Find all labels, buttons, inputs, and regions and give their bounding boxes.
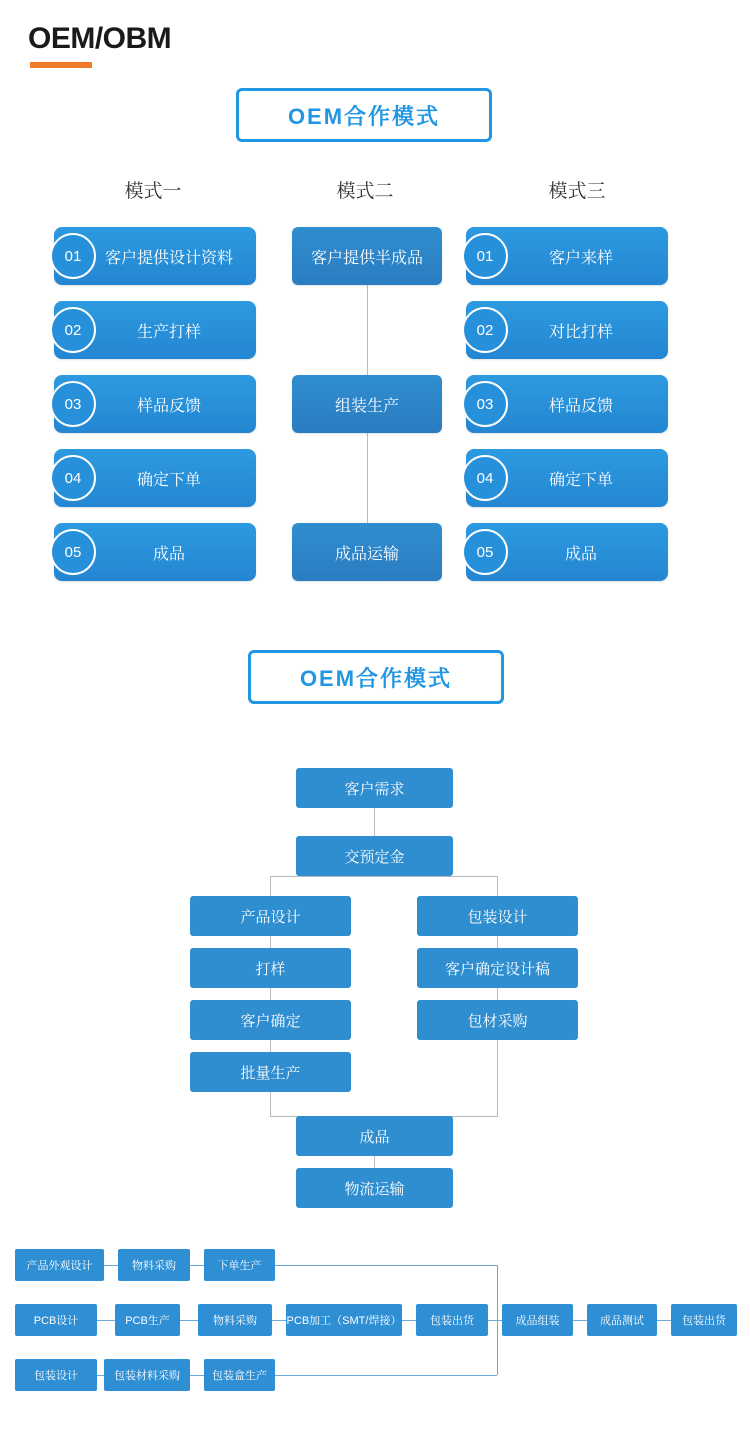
mode3-step-4 bbox=[466, 449, 668, 507]
connector-r2-c bbox=[272, 1320, 286, 1321]
connector-r2-d bbox=[402, 1320, 416, 1321]
mode1-step-3 bbox=[54, 375, 256, 433]
step-number-badge: 02 bbox=[50, 307, 96, 353]
connector-mode2-1 bbox=[367, 285, 368, 375]
connector-r2-a bbox=[97, 1320, 115, 1321]
flow-finished-product: 成品 bbox=[296, 1116, 453, 1156]
mode3-step-1 bbox=[466, 227, 668, 285]
page-title: OEM/OBM bbox=[28, 22, 172, 55]
connector-split-left bbox=[270, 876, 271, 896]
step-number-badge: 03 bbox=[462, 381, 508, 427]
s3-r3-package-box-production: 包装盒生产 bbox=[204, 1359, 275, 1391]
connector-r3-to-bus bbox=[275, 1375, 497, 1376]
flow-customer-confirm: 客户确定 bbox=[190, 1000, 351, 1040]
step-label: 客户提供设计资料 bbox=[104, 249, 233, 267]
connector-left-2 bbox=[270, 988, 271, 1000]
column-header-mode-2: 模式二 bbox=[336, 181, 394, 202]
connector-r2-f bbox=[573, 1320, 587, 1321]
column-header-mode-1: 模式一 bbox=[124, 181, 182, 202]
connector-right-3 bbox=[497, 1040, 498, 1116]
connector-r1-b bbox=[190, 1265, 204, 1266]
flow-product-design: 产品设计 bbox=[190, 896, 351, 936]
s3-r1-appearance-design: 产品外观设计 bbox=[15, 1249, 104, 1281]
title-underline-accent bbox=[30, 62, 92, 68]
connector-vertical-bus bbox=[497, 1265, 498, 1375]
step-number-badge: 04 bbox=[50, 455, 96, 501]
flow-deposit: 交预定金 bbox=[296, 836, 453, 876]
step-label: 确定下单 bbox=[548, 471, 613, 489]
connector-right-2 bbox=[497, 988, 498, 1000]
step-label: 对比打样 bbox=[548, 323, 613, 341]
step-number-badge: 01 bbox=[50, 233, 96, 279]
connector-split-right bbox=[497, 876, 498, 896]
mode1-step-4 bbox=[54, 449, 256, 507]
s3-r2-assembly: 成品组装 bbox=[502, 1304, 573, 1336]
s3-r2-final-shipment: 包装出货 bbox=[671, 1304, 737, 1336]
step-number-badge: 05 bbox=[462, 529, 508, 575]
flow-design-approval: 客户确定设计稿 bbox=[417, 948, 578, 988]
s3-r2-pcb-processing: PCB加工（SMT/焊接） bbox=[286, 1304, 402, 1336]
step-label: 样品反馈 bbox=[136, 397, 201, 415]
step-label: 成品 bbox=[564, 545, 597, 563]
connector-product-to-logistics bbox=[374, 1156, 375, 1168]
step-label: 客户来样 bbox=[548, 249, 613, 267]
connector-r2-b bbox=[180, 1320, 198, 1321]
flow-customer-demand: 客户需求 bbox=[296, 768, 453, 808]
s3-r2-material-purchase: 物料采购 bbox=[198, 1304, 272, 1336]
section-banner-oem-1: OEM合作模式 bbox=[236, 88, 492, 142]
step-label: 确定下单 bbox=[136, 471, 201, 489]
s3-r2-pcb-design: PCB设计 bbox=[15, 1304, 97, 1336]
s3-r2-package-shipment: 包装出货 bbox=[416, 1304, 488, 1336]
connector-split-horizontal bbox=[270, 876, 498, 877]
mode3-step-5 bbox=[466, 523, 668, 581]
connector-mode2-2 bbox=[367, 433, 368, 523]
step-number-badge: 05 bbox=[50, 529, 96, 575]
connector-left-4 bbox=[270, 1092, 271, 1116]
connector-left-3 bbox=[270, 1040, 271, 1052]
s3-r2-testing: 成品测试 bbox=[587, 1304, 657, 1336]
mode1-step-2 bbox=[54, 301, 256, 359]
flow-mass-production: 批量生产 bbox=[190, 1052, 351, 1092]
mode2-step-2: 组装生产 bbox=[292, 375, 442, 433]
connector-demand-to-deposit bbox=[374, 808, 375, 836]
mode2-step-1: 客户提供半成品 bbox=[292, 227, 442, 285]
column-header-mode-3: 模式三 bbox=[548, 181, 606, 202]
connector-r3-b bbox=[190, 1375, 204, 1376]
s3-r1-material-purchase: 物料采购 bbox=[118, 1249, 190, 1281]
mode1-step-5 bbox=[54, 523, 256, 581]
s3-r3-package-design: 包装设计 bbox=[15, 1359, 97, 1391]
s3-r2-pcb-production: PCB生产 bbox=[115, 1304, 180, 1336]
connector-left-1 bbox=[270, 936, 271, 948]
connector-r2-g bbox=[657, 1320, 671, 1321]
flow-sampling: 打样 bbox=[190, 948, 351, 988]
step-number-badge: 04 bbox=[462, 455, 508, 501]
step-number-badge: 02 bbox=[462, 307, 508, 353]
s3-r1-order-production: 下单生产 bbox=[204, 1249, 275, 1281]
flow-package-design: 包装设计 bbox=[417, 896, 578, 936]
mode3-step-3 bbox=[466, 375, 668, 433]
step-label: 样品反馈 bbox=[548, 397, 613, 415]
section-banner-oem-2: OEM合作模式 bbox=[248, 650, 504, 704]
step-label: 生产打样 bbox=[136, 323, 201, 341]
connector-r1-to-bus bbox=[275, 1265, 497, 1266]
step-number-badge: 03 bbox=[50, 381, 96, 427]
step-number-badge: 01 bbox=[462, 233, 508, 279]
connector-r2-e bbox=[488, 1320, 502, 1321]
connector-r1-a bbox=[104, 1265, 118, 1266]
s3-r3-package-material-purchase: 包装材料采购 bbox=[104, 1359, 190, 1391]
mode1-step-1 bbox=[54, 227, 256, 285]
step-label: 成品 bbox=[152, 545, 185, 563]
mode3-step-2 bbox=[466, 301, 668, 359]
flow-logistics: 物流运输 bbox=[296, 1168, 453, 1208]
flow-package-material-purchase: 包材采购 bbox=[417, 1000, 578, 1040]
mode2-step-3: 成品运输 bbox=[292, 523, 442, 581]
connector-right-1 bbox=[497, 936, 498, 948]
